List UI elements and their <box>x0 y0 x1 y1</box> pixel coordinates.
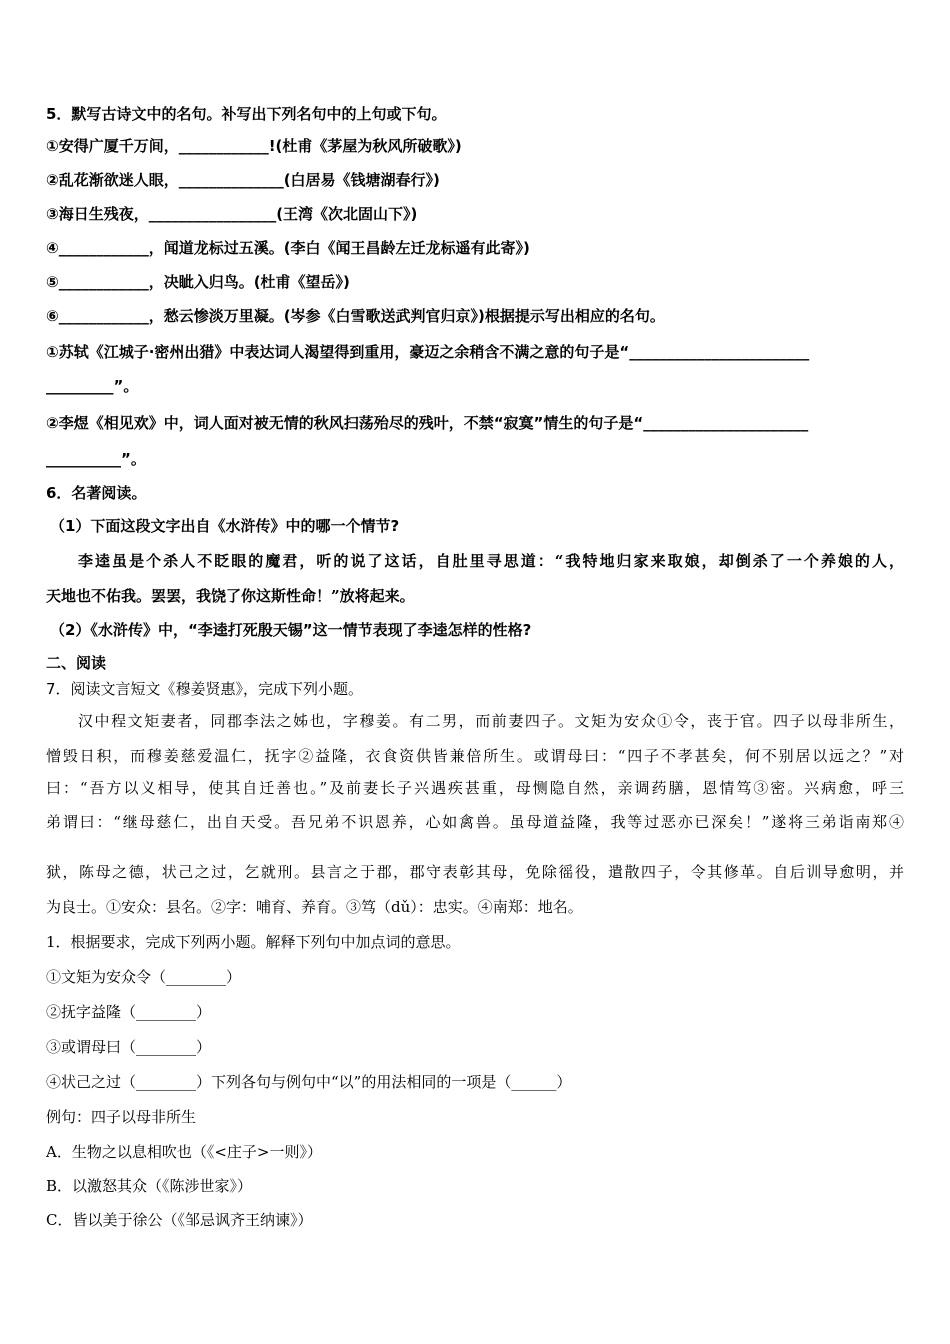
q5-sub2-line2: __________”。 <box>46 450 146 468</box>
passage-line-3: 曰：“吾方以义相导，使其自迁善也。”及前妻长子兴遇疾甚重，母恻隐自然，亲调药膳，恩情笃③密。兴病愈，呼三 <box>46 779 904 797</box>
q7-title: 7．阅读文言短文《穆姜贤惠》，完成下列小题。 <box>46 680 364 698</box>
q7-item-1: ①文矩为安众令（________） <box>46 968 242 986</box>
q7-example: 例句：四子以母非所生 <box>46 1108 197 1126</box>
q5-sub1-line1: ①苏轼《江城子·密州出猎》中表达词人渴望得到重用，豪迈之余稍含不满之意的句子是“________________________ <box>46 343 810 361</box>
q7-sub-title: 1．根据要求，完成下列两小题。解释下列句中加点词的意思。 <box>46 933 461 951</box>
q7-item-2: ②抚字益隆（________） <box>46 1003 212 1021</box>
q6-quote-line1: 李逵虽是个杀人不眨眼的魔君，听的说了这话，自肚里寻思道：“我特地归家来取娘，却倒杀了一个养娘的人， <box>78 552 904 570</box>
q7-item-3: ③或谓母曰（________） <box>46 1038 212 1056</box>
passage-line-5: 狱，陈母之德，状己之过，乞就刑。县言之于郡，郡守表彰其母，免除徭役，遣散四子，令其修革。自后训导愈明，并 <box>46 863 904 881</box>
q5-item-3: ③海日生残夜，_________________(王湾《次北固山下》) <box>46 205 418 223</box>
q5-sub1-line2: _________”。 <box>46 377 139 395</box>
option-c: C．皆以美于徐公（《邹忌讽齐王纳谏》） <box>46 1211 313 1229</box>
passage-line-4: 弟谓曰：“继母慈仁，出自天受。吾兄弟不识恩养，心如禽兽。虽母道益隆，我等过恶亦已深矣！”遂将三弟诣南郑④ <box>46 813 904 831</box>
q5-title: 5．默写古诗文中的名句。补写出下列名句中的上句或下句。 <box>46 105 447 123</box>
q6-title: 6．名著阅读。 <box>46 484 147 502</box>
passage-line-6: 为良士。①安众：县名。②字：哺育、养育。③笃（dǔ）：忠实。④南郑：地名。 <box>46 898 583 916</box>
q6-part2: （2）《水浒传》中，“李逵打死殷天锡”这一情节表现了李逵怎样的性格? <box>50 621 532 639</box>
q5-item-6: ⑥____________，愁云惨淡万里凝。(岑参《白雪歌送武判官归京》)根据提示写出相应的名句。 <box>46 307 665 325</box>
q5-sub2-line1: ②李煜《相见欢》中，词人面对被无情的秋风扫荡殆尽的残叶，不禁“寂寞”情生的句子是“______________________ <box>46 414 809 432</box>
q5-item-4: ④____________，闻道龙标过五溪。(李白《闻王昌龄左迁龙标遥有此寄》) <box>46 239 530 257</box>
q5-item-2: ②乱花渐欲迷人眼，______________(白居易《钱塘湖春行》) <box>46 171 440 189</box>
passage-line-1: 汉中程文矩妻者，同郡李法之姊也，字穆姜。有二男，而前妻四子。文矩为安众①令，丧于官。四子以母非所生， <box>78 712 904 730</box>
option-b: B．以激怒其众（《陈涉世家》） <box>46 1177 253 1195</box>
q6-part1: （1）下面这段文字出自《水浒传》中的哪一个情节? <box>50 517 400 535</box>
option-a: A．生物之以息相吹也（《<庄子>一则》） <box>46 1143 322 1161</box>
q5-item-5: ⑤____________，决眦入归鸟。(杜甫《望岳》) <box>46 273 350 291</box>
q6-quote-line2: 天地也不佑我。罢罢，我饶了你这斯性命！”放将起来。 <box>46 587 415 605</box>
q5-item-1: ①安得广厦千万间，____________!(杜甫《茅屋为秋风所破歌》) <box>46 137 462 155</box>
section-heading: 二、阅读 <box>46 654 107 672</box>
passage-line-2: 憎毁日积，而穆姜慈爱温仁，抚字②益隆，衣食资供皆兼倍所生。或谓母曰：“四子不孝甚矣，何不别居以远之？”对 <box>46 747 904 765</box>
q7-item-4: ④状己之过（________）下列各句与例句中“以”的用法相同的一项是（______） <box>46 1073 572 1091</box>
